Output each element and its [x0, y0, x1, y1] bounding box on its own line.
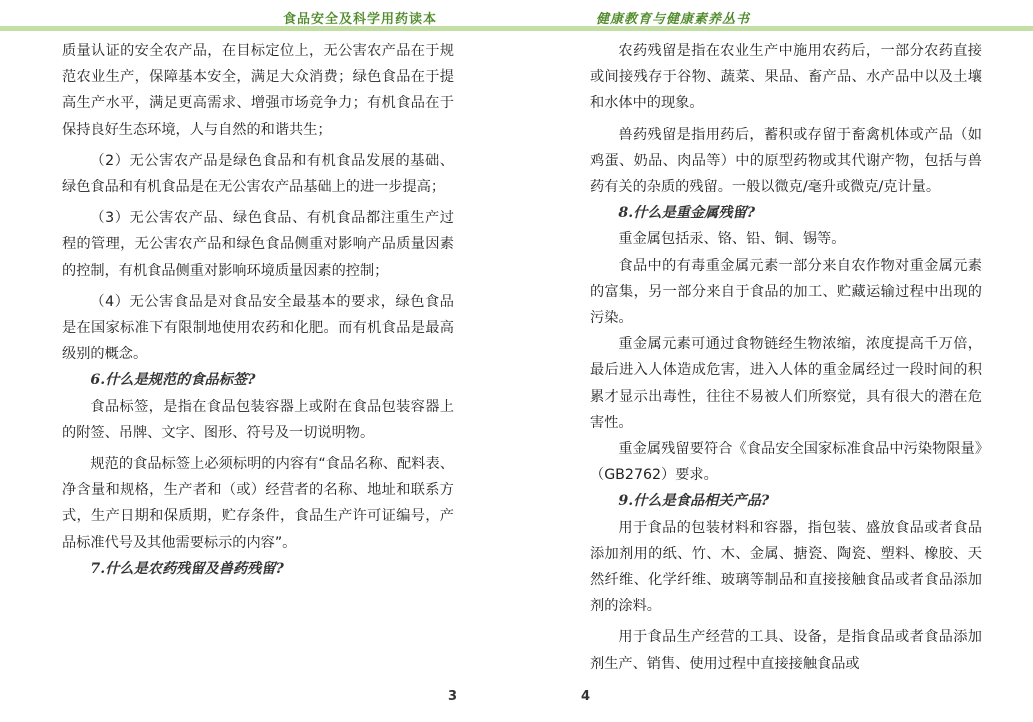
page-number-left: 3 — [448, 689, 458, 704]
paragraph: （2）无公害农产品是绿色食品和有机食品发展的基础、绿色食品和有机食品是在无公害农产品基础上的进一步提高； — [62, 152, 454, 196]
paragraph: 重金属元素可通过食物链经生物浓缩，浓度提高千万倍，最后进入人体造成危害，进入人体的重金属经过一段时间的积累才显示出毒性，往往不易被人们所察觉，具有很大的潜在危害性。 — [590, 336, 982, 431]
paragraph: 农药残留是指在农业生产中施用农药后，一部分农药直接或间接残存于谷物、蔬菜、果品、畜产品、水产品中以及土壤和水体中的现象。 — [590, 43, 982, 112]
left-running-head: 食品安全及科学用药读本 — [283, 12, 438, 27]
left-page — [62, 38, 454, 582]
paragraph: 食品中的有毒重金属元素一部分来自农作物对重金属元素的富集，另一部分来自于食品的加工、贮藏运输过程中出现的污染。 — [590, 257, 982, 327]
paragraph: 质量认证的安全农产品，在目标定位上，无公害农产品在于规范农业生产，保障基本安全，满足大众消费；绿色食品在于提高生产水平，满足更高需求、增强市场竞争力；有机食品在于保持良好生态环境，人与自然的和谐共生； — [62, 43, 454, 138]
question-heading: 8.什么是重金属残留? — [618, 205, 756, 222]
paragraph: 食品标签，是指在食品包装容器上或附在食品包装容器上的附签、吊牌、文字、图形、符号及一切说明物。 — [62, 398, 454, 441]
paragraph: （4）无公害食品是对食品安全最基本的要求，绿色食品是在国家标准下有限制地使用农药和化肥。而有机食品是最高级别的概念。 — [62, 293, 454, 363]
right-running-head: 健康教育与健康素养丛书 — [596, 12, 751, 27]
paragraph: 兽药残留是指用药后，蓄积或存留于畜禽机体或产品（如鸡蛋、奶品、肉品等）中的原型药物或其代谢产物，包括与兽药有关的杂质的残留。一般以微克/毫升或微克/克计量。 — [590, 126, 982, 196]
paragraph: （3）无公害农产品、绿色食品、有机食品都注重生产过程的管理，无公害农产品和绿色食品侧重对影响产品质量因素的控制，有机食品侧重对影响环境质量因素的控制； — [62, 210, 454, 279]
paragraph: 用于食品生产经营的工具、设备，是指食品或者食品添加剂生产、销售、使用过程中直接接触食品或 — [590, 629, 982, 672]
page-number-right: 4 — [581, 689, 591, 704]
right-page — [590, 38, 982, 677]
header-band — [0, 0, 1033, 34]
paragraph: 重金属包括汞、铬、铅、铜、锡等。 — [618, 231, 846, 248]
question-heading: 7.什么是农药残留及兽药残留? — [90, 560, 284, 577]
paragraph: 规范的食品标签上必须标明的内容有“食品名称、配料表、净含量和规格，生产者和（或）经营者的名称、地址和联系方式，生产日期和保质期，贮存条件，食品生产许可证编号，产品标准代号及其他需要标示的内容”。 — [62, 456, 454, 551]
question-heading: 9.什么是食品相关产品? — [618, 493, 770, 510]
paragraph: 重金属残留要符合《食品安全国家标准食品中污染物限量》（GB2762）要求。 — [590, 441, 982, 484]
paragraph: 用于食品的包装材料和容器，指包装、盛放食品或者食品添加剂用的纸、竹、木、金属、搪瓷、陶瓷、塑料、橡胶、天然纤维、化学纤维、玻璃等制品和直接接触食品或者食品添加剂的涂料。 — [590, 519, 982, 615]
question-heading: 6.什么是规范的食品标签? — [90, 372, 256, 389]
